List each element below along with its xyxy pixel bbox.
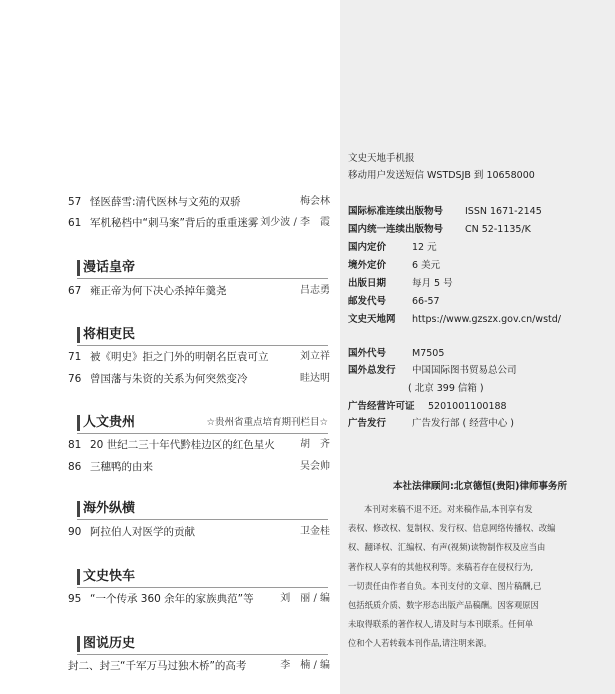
toc-entry[interactable] xyxy=(68,458,330,476)
website-label: 文史天地网 xyxy=(348,314,396,325)
ad-dist-value: 广告发行部 ( 经营中心 ) xyxy=(412,418,514,429)
toc-author: 李 楠 / 编 xyxy=(280,660,330,671)
toc-entry[interactable] xyxy=(68,657,330,675)
section-title: 图说历史 xyxy=(83,636,136,651)
toc-author: 梅会林 xyxy=(300,196,330,207)
pub-date-row xyxy=(348,275,608,293)
section-bar xyxy=(77,636,80,652)
toc-author: 刘少波 / 李 霞 xyxy=(260,217,330,228)
foreign-code-value: M7505 xyxy=(412,348,445,359)
toc-page-number: 71 xyxy=(68,351,82,363)
section-note: ☆贵州省重点培育期刊栏目☆ xyxy=(206,417,328,428)
foreign-dist-value: 中国国际图书贸易总公司 xyxy=(412,365,517,376)
pub-date-label: 出版日期 xyxy=(348,278,387,289)
toc-entry[interactable] xyxy=(68,348,330,366)
toc-title: “千军万马过独木桥”的高考 xyxy=(120,660,247,672)
postal-value: 66-57 xyxy=(412,296,440,307)
toc-entry[interactable] xyxy=(68,436,330,454)
pub-date-value: 每月 5 号 xyxy=(412,278,453,289)
toc-author: 刘 丽 / 编 xyxy=(280,593,330,604)
section-bar xyxy=(77,327,80,343)
toc-page-number: 81 xyxy=(68,439,82,451)
ad-license-value: 5201001100188 xyxy=(428,401,507,412)
section-title: 人文贵州 xyxy=(83,415,136,430)
website-row xyxy=(348,311,608,329)
legal-line: 著作权人享有的其他权利等。来稿若存在侵权行为, xyxy=(348,561,534,572)
legal-counsel-title: 本社法律顾问:北京德恒(贵阳)律师事务所 xyxy=(393,481,567,492)
toc-page-number: 67 xyxy=(68,285,82,297)
toc-entry[interactable] xyxy=(68,282,330,300)
toc-page-number: 61 xyxy=(68,217,82,229)
toc-title: 雍正帝为何下决心杀掉年羹尧 xyxy=(90,285,227,297)
cn-value: CN 52-1135/K xyxy=(465,224,531,235)
section-title: 文史快车 xyxy=(83,569,136,584)
toc-page-number: 封二、封三 xyxy=(68,660,121,672)
website-link[interactable]: https://www.gzszx.gov.cn/wstd/ xyxy=(412,314,561,325)
overseas-price-label: 境外定价 xyxy=(348,260,387,271)
legal-line: 未取得联系的著作权人,请及时与本刊联系。任何单 xyxy=(348,619,534,630)
ad-dist-label: 广告发行 xyxy=(348,418,387,429)
issn-row xyxy=(348,203,608,221)
cn-label: 国内统一连续出版物号 xyxy=(348,224,444,235)
section-header-haiwai xyxy=(77,500,328,520)
toc-title: “一个传承 360 余年的家族典范”等 xyxy=(90,593,254,605)
legal-line: 表权、修改权、复制权、发行权、信息网络传播权、改编 xyxy=(348,523,556,534)
overseas-price-row xyxy=(348,257,608,275)
toc-title: 阿拉伯人对医学的贡献 xyxy=(90,526,195,538)
cn-row xyxy=(348,221,608,239)
issn-label: 国际标准连续出版物号 xyxy=(348,206,444,217)
toc-page-number: 90 xyxy=(68,526,82,538)
mobile-news-sms: 移动用户发送短信 WSTDSJB 到 10658000 xyxy=(348,170,535,181)
toc-author: 吕志勇 xyxy=(300,285,330,296)
section-bar xyxy=(77,260,80,276)
toc-title: 怪医薛雪:清代医林与文苑的双骄 xyxy=(90,196,241,208)
toc-author: 吴会帅 xyxy=(300,461,330,472)
legal-line: 一切责任由作者自负。本刊支付的文章、图片稿酬,已 xyxy=(348,580,542,591)
section-title: 将相吏民 xyxy=(83,327,136,342)
price-label: 国内定价 xyxy=(348,242,387,253)
toc-entry[interactable] xyxy=(68,590,330,608)
postal-row xyxy=(348,293,608,311)
legal-line: 本刊对来稿不退不还。对来稿作品,本刊享有发 xyxy=(364,504,533,514)
section-header-manhua xyxy=(77,259,328,279)
legal-notice xyxy=(348,500,606,654)
toc-author: 刘立祥 xyxy=(300,351,330,362)
foreign-dist-label: 国外总发行 xyxy=(348,365,396,376)
toc-page-number: 76 xyxy=(68,373,82,385)
foreign-dist-box-row xyxy=(348,380,608,398)
ad-dist-row xyxy=(348,415,608,433)
legal-line: 位和个人若转载本刊作品,请注明来源。 xyxy=(348,638,492,649)
section-header-wenshi xyxy=(77,568,328,588)
toc-author: 胡 齐 xyxy=(300,439,330,450)
foreign-dist-box: ( 北京 399 信箱 ) xyxy=(408,383,484,394)
toc-author: 卫金桂 xyxy=(300,526,330,537)
toc-entry[interactable] xyxy=(68,214,330,232)
toc-entry[interactable] xyxy=(68,193,330,211)
section-header-jiangxiang xyxy=(77,326,328,346)
section-title: 海外纵横 xyxy=(83,501,136,516)
issn-value: ISSN 1671-2145 xyxy=(465,206,542,217)
ad-license-row xyxy=(348,398,608,416)
ad-license-label: 广告经营许可证 xyxy=(348,401,415,412)
foreign-code-label: 国外代号 xyxy=(348,348,387,359)
foreign-code-row xyxy=(348,345,608,363)
toc-entry[interactable] xyxy=(68,370,330,388)
section-header-tushuo xyxy=(77,635,328,655)
price-row xyxy=(348,239,608,257)
toc-title: 被《明史》拒之门外的明朝名臣袁可立 xyxy=(90,351,269,363)
toc-title: 军机秘档中“刺马案”背后的重重迷雾 xyxy=(90,217,259,229)
toc-title: 三穗鸭的由来 xyxy=(90,461,153,473)
toc-title: 20 世纪二三十年代黔桂边区的红色星火 xyxy=(90,439,275,451)
toc-entry[interactable] xyxy=(68,523,330,541)
legal-line: 权、翻译权、汇编权、有声(视频)读物制作权及应当由 xyxy=(348,542,546,553)
toc-title: 曾国藩与朱资的关系为何突然变冷 xyxy=(90,373,248,385)
price-value: 12 元 xyxy=(412,242,437,253)
section-title: 漫话皇帝 xyxy=(83,260,136,275)
section-header-renwen xyxy=(77,414,328,434)
section-bar xyxy=(77,569,80,585)
toc-page-number: 86 xyxy=(68,461,82,473)
mobile-news-title: 文史天地手机报 xyxy=(348,153,415,164)
foreign-dist-row xyxy=(348,362,608,380)
toc-page-number: 95 xyxy=(68,593,82,605)
toc-author: 眭达明 xyxy=(300,373,330,384)
postal-label: 邮发代号 xyxy=(348,296,387,307)
overseas-price-value: 6 美元 xyxy=(412,260,441,271)
legal-line: 包括纸质介质、数字形态出版产品稿酬。因客观原因 xyxy=(348,599,539,610)
section-bar xyxy=(77,501,80,517)
section-bar xyxy=(77,415,80,431)
toc-page-number: 57 xyxy=(68,196,82,208)
